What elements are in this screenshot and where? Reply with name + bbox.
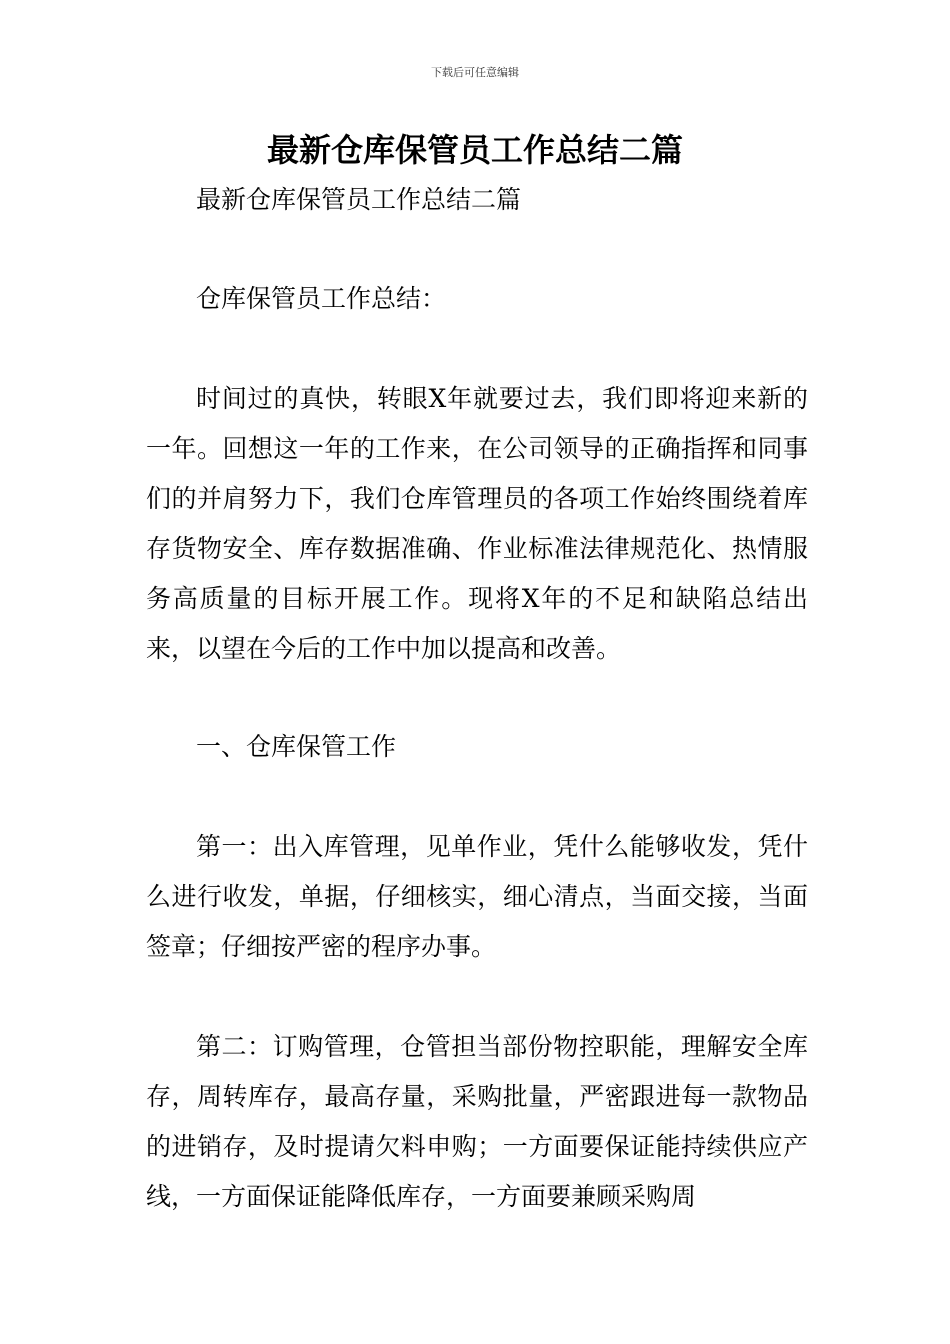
paragraph-block-3 (146, 722, 808, 772)
paragraph-block-5 (146, 1022, 808, 1222)
paragraph-second-point: 第二：订购管理，仓管担当部份物控职能，理解安全库存，周转库存，最高存量，采购批量，严密跟进每一款物品的进销存，及时提请欠料申购；一方面要保证能持续供应产线，一方面保证能降低库存，一方面要兼顾采购周 (146, 1032, 808, 1211)
header-note: 下载后可任意编辑 (431, 66, 519, 79)
paragraph-subtitle: 最新仓库保管员工作总结二篇 (196, 185, 522, 214)
paragraph-block-1 (146, 274, 808, 324)
document-title: 最新仓库保管员工作总结二篇 (266, 131, 683, 169)
paragraph-block-2 (146, 374, 808, 674)
paragraph-intro: 时间过的真快，转眼X年就要过去，我们即将迎来新的一年。回想这一年的工作来，在公司领导的正确指挥和同事们的并肩努力下，我们仓库管理员的各项工作始终围绕着库存货物安全、库存数据准确、作业标准法律规范化、热情服务高质量的目标开展工作。现将X年的不足和缺陷总结出来，以望在今后的工作中加以提高和改善。 (146, 384, 808, 663)
subtitle-block (146, 175, 808, 225)
paragraph-summary-heading: 仓库保管员工作总结： (196, 284, 447, 313)
paragraph-first-point: 第一：出入库管理，见单作业，凭什么能够收发，凭什么进行收发，单据，仔细核实，细心清点，当面交接，当面签章；仔细按严密的程序办事。 (146, 832, 808, 961)
section-heading-1: 一、仓库保管工作 (196, 732, 397, 761)
paragraph-block-4 (146, 822, 808, 972)
